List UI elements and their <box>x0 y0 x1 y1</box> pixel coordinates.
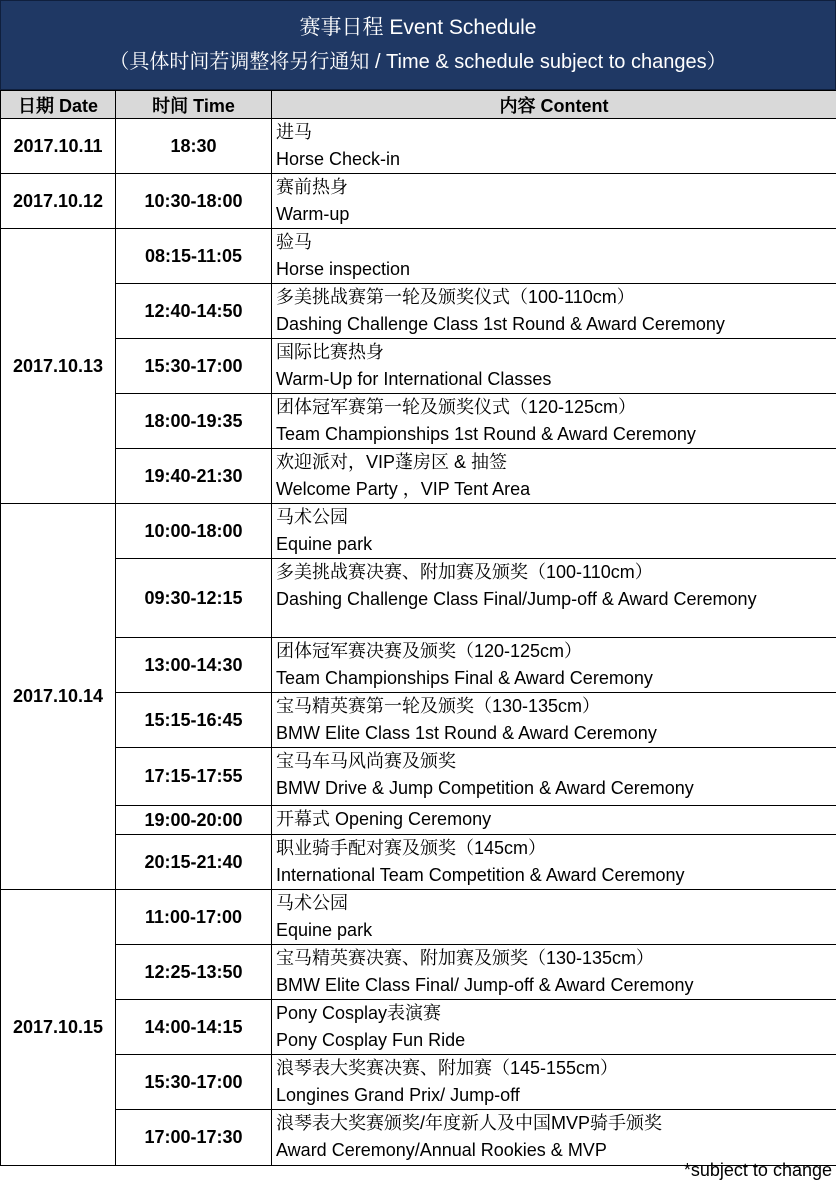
date-cell: 2017.10.15 <box>1 890 116 1166</box>
content-line-secondary: Warm-Up for International Classes <box>276 369 552 389</box>
time-cell: 18:00-19:35 <box>116 394 272 449</box>
date-cell: 2017.10.12 <box>1 174 116 229</box>
content-line-secondary: Team Championships 1st Round & Award Ceremony <box>276 424 696 444</box>
content-line-secondary: Longines Grand Prix/ Jump-off <box>276 1085 520 1105</box>
table-row <box>1 835 836 890</box>
table-row <box>1 174 836 229</box>
time-cell: 18:30 <box>116 119 272 174</box>
column-header-content: 内容 Content <box>272 91 836 119</box>
content-line-secondary: Horse inspection <box>276 259 411 279</box>
content-line-secondary: Equine park <box>276 920 373 940</box>
content-cell <box>272 890 836 945</box>
content-cell <box>272 835 836 890</box>
content-line-primary: 赛前热身 <box>276 177 348 197</box>
table-row <box>1 890 836 945</box>
table-row <box>1 1055 836 1110</box>
content-line-primary: 浪琴表大奖赛决赛、附加赛（145-155cm） <box>276 1058 619 1078</box>
table-row <box>1 449 836 504</box>
content-line-primary: 进马 <box>276 122 312 142</box>
content-line-secondary: Dashing Challenge Class 1st Round & Award Ceremony <box>276 314 725 334</box>
date-cell: 2017.10.11 <box>1 119 116 174</box>
content-line-secondary: Horse Check-in <box>276 149 401 169</box>
content-cell <box>272 1000 836 1055</box>
content-line-secondary: Dashing Challenge Class Final/Jump-off & Award Ceremony <box>276 589 757 609</box>
table-row <box>1 339 836 394</box>
time-cell: 15:30-17:00 <box>116 339 272 394</box>
content-line-primary: 多美挑战赛决赛、附加赛及颁奖（100-110cm） <box>276 562 653 582</box>
content-line-secondary: Team Championships Final & Award Ceremony <box>276 668 653 688</box>
content-cell <box>272 119 836 174</box>
time-cell: 10:00-18:00 <box>116 504 272 559</box>
schedule-banner <box>0 0 836 90</box>
content-line-primary: 验马 <box>276 232 312 252</box>
table-header-row <box>1 91 836 119</box>
content-line-primary: 宝马精英赛决赛、附加赛及颁奖（130-135cm） <box>276 948 655 968</box>
content-line-primary: 职业骑手配对赛及颁奖（145cm） <box>276 838 547 858</box>
content-line-secondary: Warm-up <box>276 204 350 224</box>
content-cell <box>272 693 836 748</box>
schedule-table <box>0 90 836 1166</box>
content-line-secondary: International Team Competition & Award Ceremony <box>276 865 685 885</box>
schedule-subtitle: （具体时间若调整将另行通知 / Time & schedule subject to changes） <box>109 51 727 73</box>
content-line-primary: 马术公园 <box>276 893 348 913</box>
content-cell <box>272 806 836 835</box>
time-cell: 14:00-14:15 <box>116 1000 272 1055</box>
content-cell <box>272 284 836 339</box>
content-line-primary: 马术公园 <box>276 507 348 527</box>
content-cell <box>272 504 836 559</box>
time-cell: 17:15-17:55 <box>116 748 272 806</box>
content-line-secondary: BMW Drive & Jump Competition & Award Ceremony <box>276 778 694 798</box>
time-cell: 10:30-18:00 <box>116 174 272 229</box>
content-cell <box>272 394 836 449</box>
content-cell <box>272 449 836 504</box>
content-line-primary: 浪琴表大奖赛颁奖/年度新人及中国MVP骑手颁奖 <box>276 1113 663 1133</box>
content-line-primary: 宝马精英赛第一轮及颁奖（130-135cm） <box>276 696 601 716</box>
table-row <box>1 119 836 174</box>
content-line-primary: 多美挑战赛第一轮及颁奖仪式（100-110cm） <box>276 287 635 307</box>
table-row <box>1 693 836 748</box>
content-line-primary: 开幕式 Opening Ceremony <box>276 809 492 829</box>
content-line-secondary: BMW Elite Class 1st Round & Award Ceremony <box>276 723 657 743</box>
content-line-primary: Pony Cosplay表演赛 <box>276 1003 442 1023</box>
time-cell: 11:00-17:00 <box>116 890 272 945</box>
content-cell <box>272 229 836 284</box>
time-cell: 13:00-14:30 <box>116 638 272 693</box>
time-cell: 17:00-17:30 <box>116 1110 272 1166</box>
table-row <box>1 1000 836 1055</box>
schedule-title: 赛事日程 Event Schedule <box>299 16 537 39</box>
time-cell: 15:15-16:45 <box>116 693 272 748</box>
date-cell: 2017.10.13 <box>1 229 116 504</box>
time-cell: 19:00-20:00 <box>116 806 272 835</box>
time-cell: 15:30-17:00 <box>116 1055 272 1110</box>
time-cell: 08:15-11:05 <box>116 229 272 284</box>
table-row <box>1 638 836 693</box>
table-row <box>1 945 836 1000</box>
time-cell: 19:40-21:30 <box>116 449 272 504</box>
time-cell: 12:40-14:50 <box>116 284 272 339</box>
time-cell: 09:30-12:15 <box>116 559 272 638</box>
time-cell: 12:25-13:50 <box>116 945 272 1000</box>
content-line-secondary: Welcome Party ，VIP Tent Area <box>276 479 531 499</box>
table-row <box>1 229 836 284</box>
content-line-primary: 国际比赛热身 <box>276 342 384 362</box>
content-line-primary: 宝马车马风尚赛及颁奖 <box>276 751 456 771</box>
schedule-body <box>1 119 836 1166</box>
content-line-primary: 欢迎派对，VIP蓬房区 & 抽签 <box>276 452 508 472</box>
content-cell <box>272 174 836 229</box>
table-row <box>1 504 836 559</box>
content-cell <box>272 638 836 693</box>
column-header-date: 日期 Date <box>1 91 116 119</box>
content-line-secondary: Equine park <box>276 534 373 554</box>
content-cell <box>272 748 836 806</box>
content-cell <box>272 559 836 638</box>
content-cell <box>272 945 836 1000</box>
time-cell: 20:15-21:40 <box>116 835 272 890</box>
column-header-time: 时间 Time <box>116 91 272 119</box>
content-line-secondary: BMW Elite Class Final/ Jump-off & Award Ceremony <box>276 975 694 995</box>
content-line-secondary: Award Ceremony/Annual Rookies & MVP <box>276 1140 607 1160</box>
content-line-secondary: Pony Cosplay Fun Ride <box>276 1030 466 1050</box>
content-line-primary: 团体冠军赛第一轮及颁奖仪式（120-125cm） <box>276 397 637 417</box>
table-row <box>1 806 836 835</box>
table-row <box>1 559 836 638</box>
footnote: *subject to change <box>683 1160 832 1180</box>
content-cell <box>272 339 836 394</box>
date-cell: 2017.10.14 <box>1 504 116 890</box>
table-row <box>1 284 836 339</box>
table-row <box>1 748 836 806</box>
content-cell <box>272 1055 836 1110</box>
table-row <box>1 394 836 449</box>
content-line-primary: 团体冠军赛决赛及颁奖（120-125cm） <box>276 641 583 661</box>
